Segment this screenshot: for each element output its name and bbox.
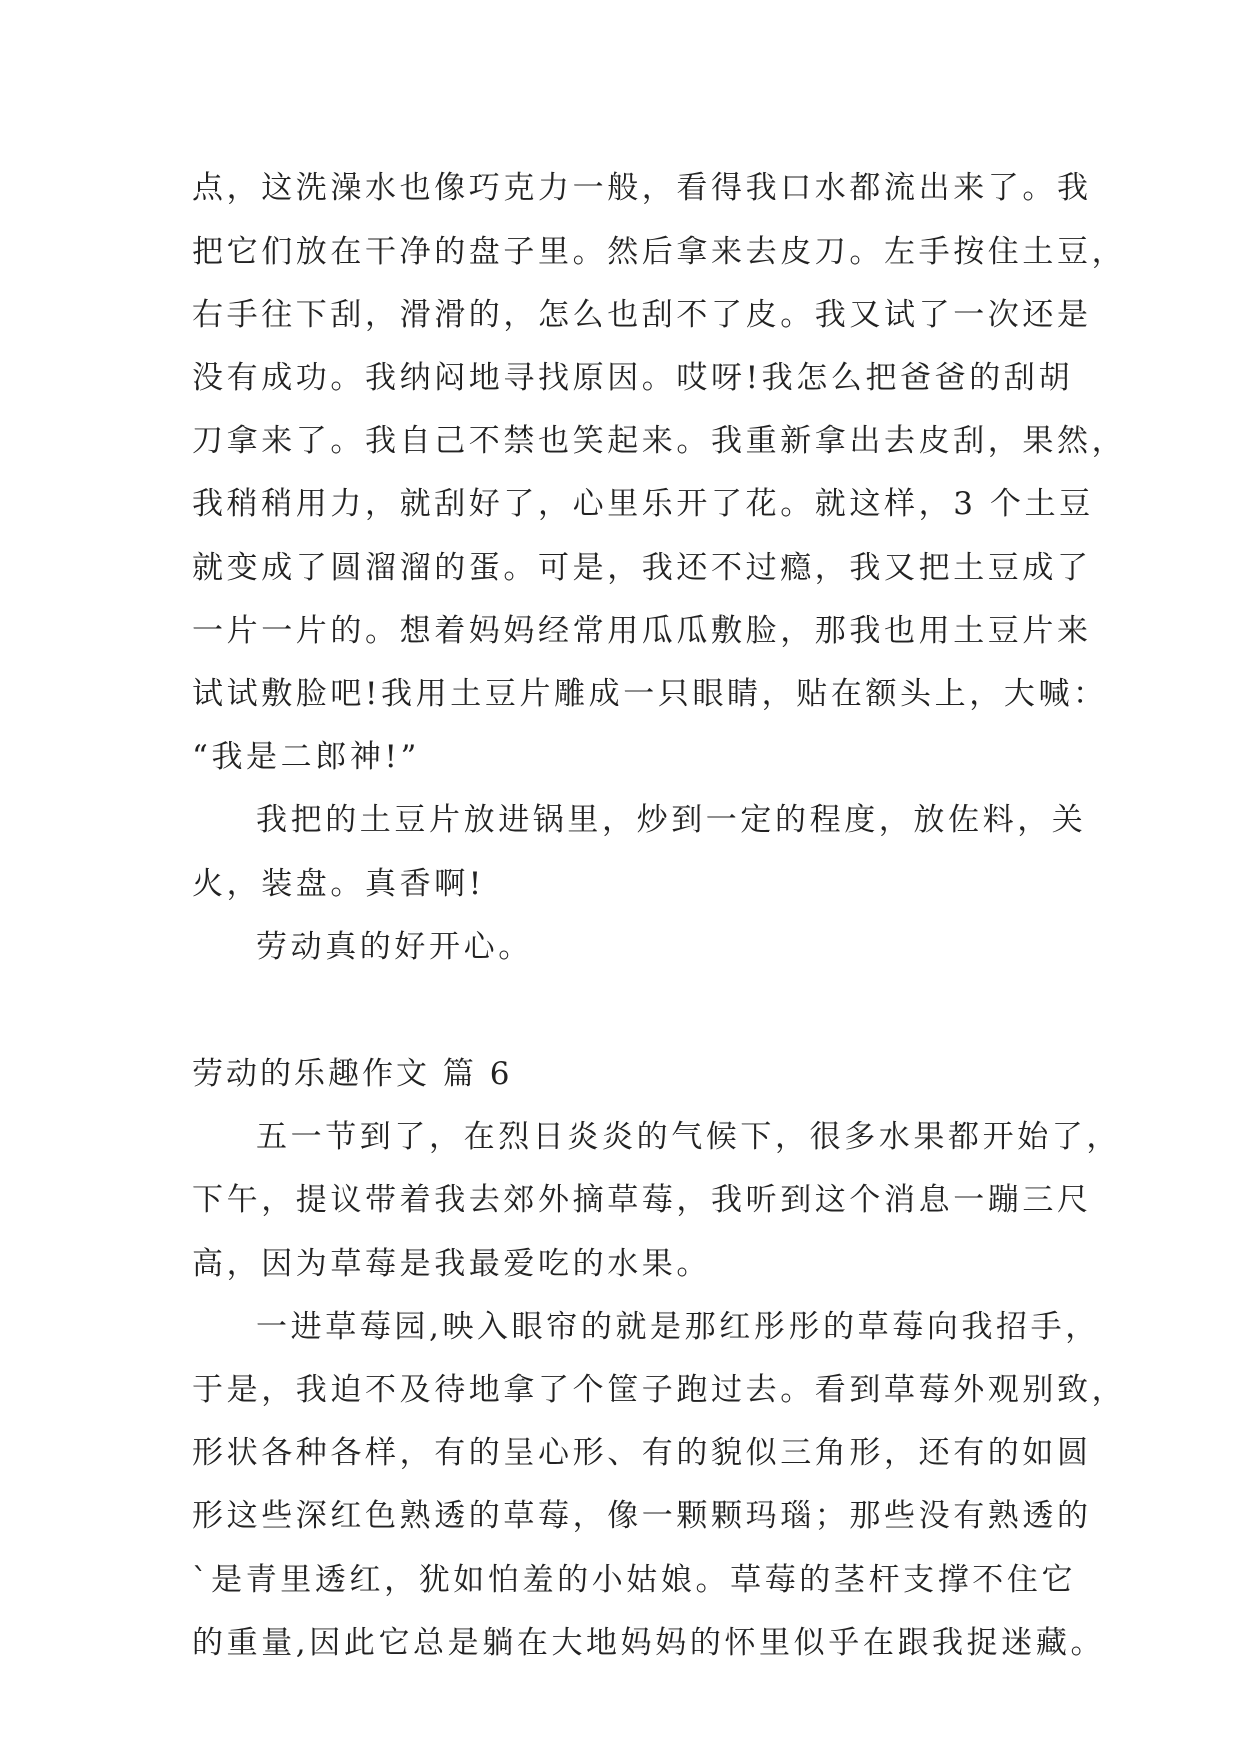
text-line: 刀拿来了。我自己不禁也笑起来。我重新拿出去皮刮，果然，	[192, 423, 1127, 459]
text-line: “我是二郎神!”	[192, 739, 420, 775]
text-line: 把它们放在干净的盘子里。然后拿来去皮刀。左手按住土豆，	[192, 234, 1127, 270]
text-line: 右手往下刮，滑滑的，怎么也刮不了皮。我又试了一次还是	[192, 297, 1092, 333]
text-line: 火，装盘。真香啊!	[192, 866, 485, 902]
text-line: 于是，我迫不及待地拿了个筐子跑过去。看到草莓外观别致，	[192, 1372, 1127, 1408]
text-line: 就变成了圆溜溜的蛋。可是，我还不过瘾，我又把土豆成了	[192, 550, 1092, 586]
text-line: 形状各种各样，有的呈心形、有的貌似三角形，还有的如圆	[192, 1435, 1092, 1471]
text-line: 五一节到了，在烈日炎炎的气候下，很多水果都开始了，	[256, 1119, 1121, 1155]
text-line: 我把的土豆片放进锅里，炒到一定的程度，放佐料，关	[256, 802, 1087, 838]
text-line: 一片一片的。想着妈妈经常用瓜瓜敷脸，那我也用土豆片来	[192, 613, 1092, 649]
text-line: 点，这洗澡水也像巧克力一般，看得我口水都流出来了。我	[192, 170, 1092, 206]
text-line: 没有成功。我纳闷地寻找原因。哎呀!我怎么把爸爸的刮胡	[192, 360, 1074, 396]
text-line: 试试敷脸吧!我用土豆片雕成一只眼睛，贴在额头上，大喊：	[192, 676, 1108, 712]
text-line: 的重量,因此它总是躺在大地妈妈的怀里似乎在跟我捉迷藏。	[192, 1625, 1106, 1661]
text-line: 劳动真的好开心。	[256, 929, 533, 965]
text-line: 一进草莓园,映入眼帘的就是那红彤彤的草莓向我招手，	[256, 1309, 1100, 1345]
text-line: 高，因为草莓是我最爱吃的水果。	[192, 1246, 711, 1282]
text-line: `是青里透红，犹如怕羞的小姑娘。草莓的茎杆支撑不住它	[192, 1562, 1077, 1598]
text-line: 我稍稍用力，就刮好了，心里乐开了花。就这样，3 个土豆	[192, 486, 1094, 522]
text-line: 下午，提议带着我去郊外摘草莓，我听到这个消息一蹦三尺	[192, 1182, 1092, 1218]
text-line: 形这些深红色熟透的草莓，像一颗颗玛瑙；那些没有熟透的	[192, 1498, 1092, 1534]
section-heading: 劳动的乐趣作文 篇 6	[192, 1056, 513, 1092]
